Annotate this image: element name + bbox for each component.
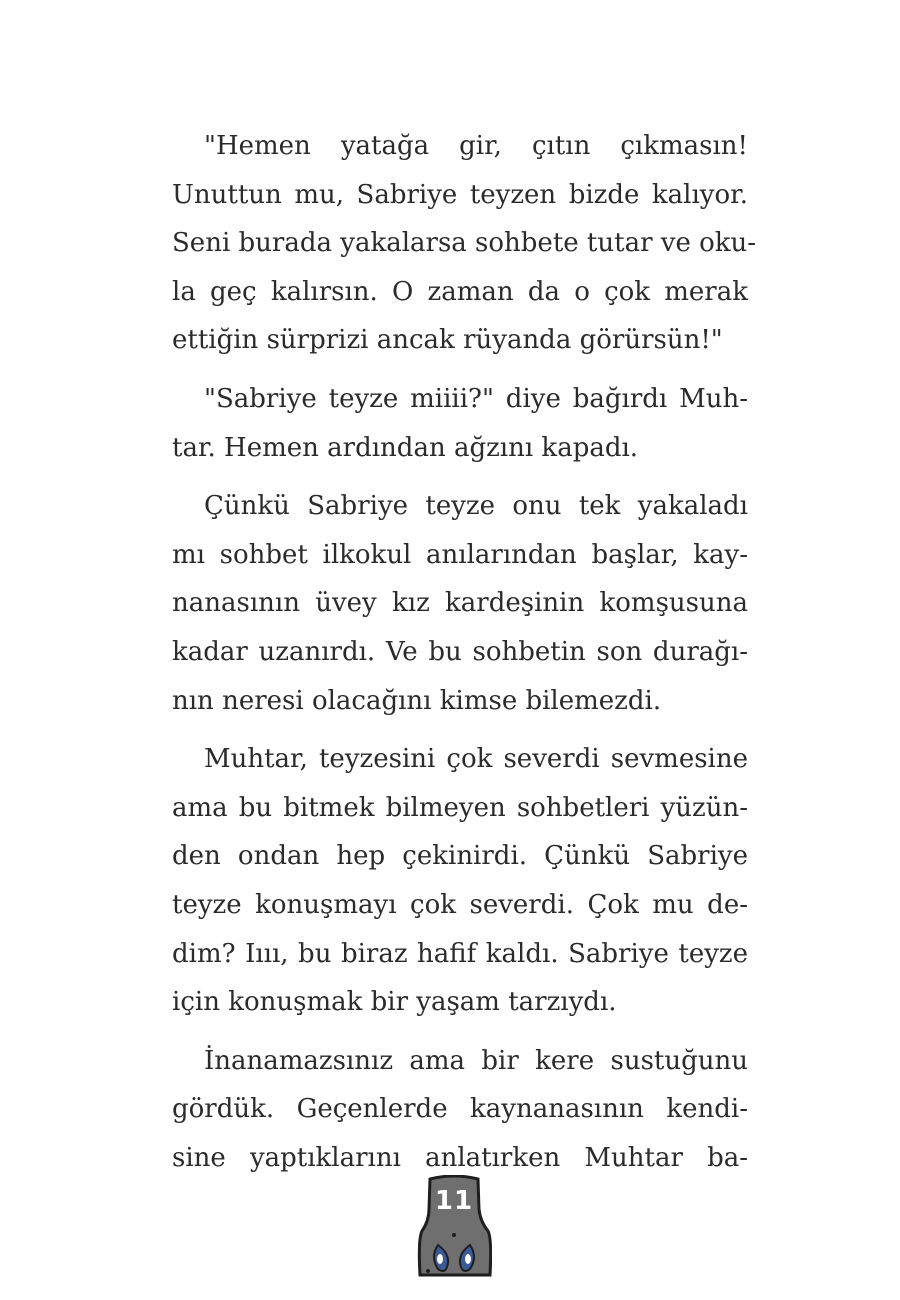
text-line: den ondan hep çekinirdi. Çünkü Sabriye	[172, 841, 748, 872]
text-line: tar. Hemen ardından ağzını kapadı.	[172, 432, 639, 463]
paragraph-4	[172, 735, 748, 1027]
text-line: dim? Iııı, bu biraz hafif kaldı. Sabriye teyze	[172, 938, 748, 969]
text-line: nanasının üvey kız kardeşinin komşusuna	[172, 588, 748, 619]
paragraph-3	[172, 482, 748, 725]
text-line: ama bu bitmek bilmeyen sohbetleri yüzün-	[172, 792, 748, 823]
text-line: teyze konuşmayı çok severdi. Çok mu de-	[172, 889, 748, 920]
paragraph-2	[172, 375, 748, 472]
text-line: "Hemen yatağa gir, çıtın çıkmasın!	[204, 131, 748, 161]
paragraph-1	[172, 122, 757, 365]
text-line: Çünkü Sabriye teyze onu tek yakaladı	[204, 491, 748, 522]
text-line: la geç kalırsın. O zaman da o çok merak	[172, 276, 748, 307]
text-line: Unuttun mu, Sabriye teyzen bizde kalıyor.	[172, 179, 748, 210]
text-line: İnanamazsınız ama bir kere sustuğunu	[204, 1045, 748, 1076]
page-number-badge	[416, 1175, 492, 1279]
text-line: için konuşmak bir yaşam tarzıydı.	[172, 987, 617, 1018]
book-page-text	[172, 122, 757, 1192]
text-line: "Sabriye teyze miiii?" diye bağırdı Muh-	[204, 383, 748, 414]
text-line: Muhtar, teyzesini çok severdi sevmesine	[204, 744, 748, 775]
text-line: mı sohbet ilkokul anılarından başlar, kay-	[172, 539, 748, 570]
paragraph-5	[172, 1037, 748, 1183]
text-line: ettiğin sürprizi ancak rüyanda görürsün!"	[172, 325, 723, 356]
text-line: sine yaptıklarını anlatırken Muhtar ba-	[172, 1142, 748, 1173]
page-number: 11	[434, 1186, 474, 1216]
text-line: kadar uzanırdı. Ve bu sohbetin son durağı-	[172, 636, 748, 667]
text-line: gördük. Geçenlerde kaynanasının kendi-	[172, 1094, 748, 1125]
text-line: nın neresi olacağını kimse bilemezdi.	[172, 685, 662, 716]
text-line: Seni burada yakalarsa sohbete tutar ve oku-	[172, 228, 757, 259]
